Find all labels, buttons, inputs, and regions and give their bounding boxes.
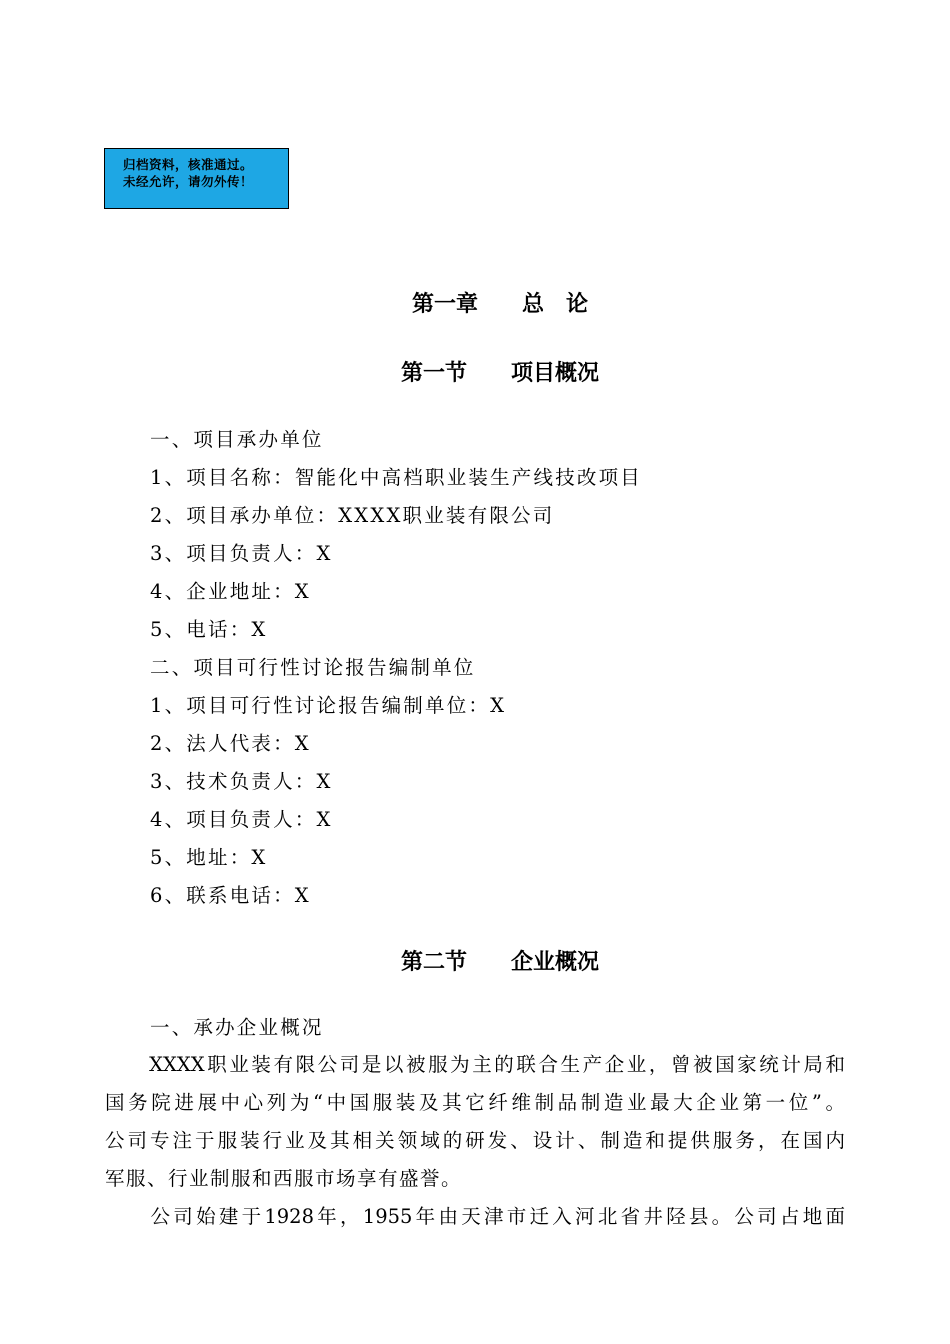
list-item: 4、项目负责人：X [150, 808, 333, 831]
list-item: 二、项目可行性讨论报告编制单位 [150, 656, 476, 679]
paragraph-line: 军服、行业制服和西服市场享有盛誉。 [105, 1167, 463, 1190]
list-item: 5、地址：X [150, 846, 268, 869]
chapter-title: 第一章 总 论 [411, 292, 588, 317]
subheading: 一、承办企业概况 [150, 1016, 324, 1039]
list-item: 3、技术负责人：X [150, 770, 333, 793]
list-item: 6、联系电话：X [150, 884, 311, 907]
list-item: 1、项目名称：智能化中高档职业装生产线技改项目 [150, 466, 643, 489]
stamp-line-2: 未经允许，请勿外传！ [123, 174, 254, 189]
stamp-line-1: 归档资料，核准通过。 [123, 157, 254, 172]
section-title-2: 第二节 企业概况 [400, 950, 599, 975]
list-item: 2、法人代表：X [150, 732, 311, 755]
paragraph-line: XXXX职业装有限公司是以被服为主的联合生产企业，曾被国家统计局和 [105, 1053, 845, 1076]
list-item: 3、项目负责人：X [150, 542, 333, 565]
list-item: 4、企业地址：X [150, 580, 311, 603]
list-item: 一、项目承办单位 [150, 428, 324, 451]
paragraph-line: 公司专注于服装行业及其相关领域的研发、设计、制造和提供服务，在国内 [105, 1129, 845, 1152]
paragraph-line: 国务院进展中心列为“中国服装及其它纤维制品制造业最大企业第一位”。 [105, 1091, 845, 1114]
list-item: 1、项目可行性讨论报告编制单位：X [150, 694, 507, 717]
list-item: 2、项目承办单位：XXXX职业装有限公司 [150, 504, 555, 527]
archive-stamp [104, 148, 289, 209]
list-item: 5、电话：X [150, 618, 268, 641]
section-title-1: 第一节 项目概况 [400, 361, 599, 386]
paragraph-line: 公司始建于1928年，1955年由天津市迁入河北省井陉县。公司占地面 [105, 1205, 845, 1228]
